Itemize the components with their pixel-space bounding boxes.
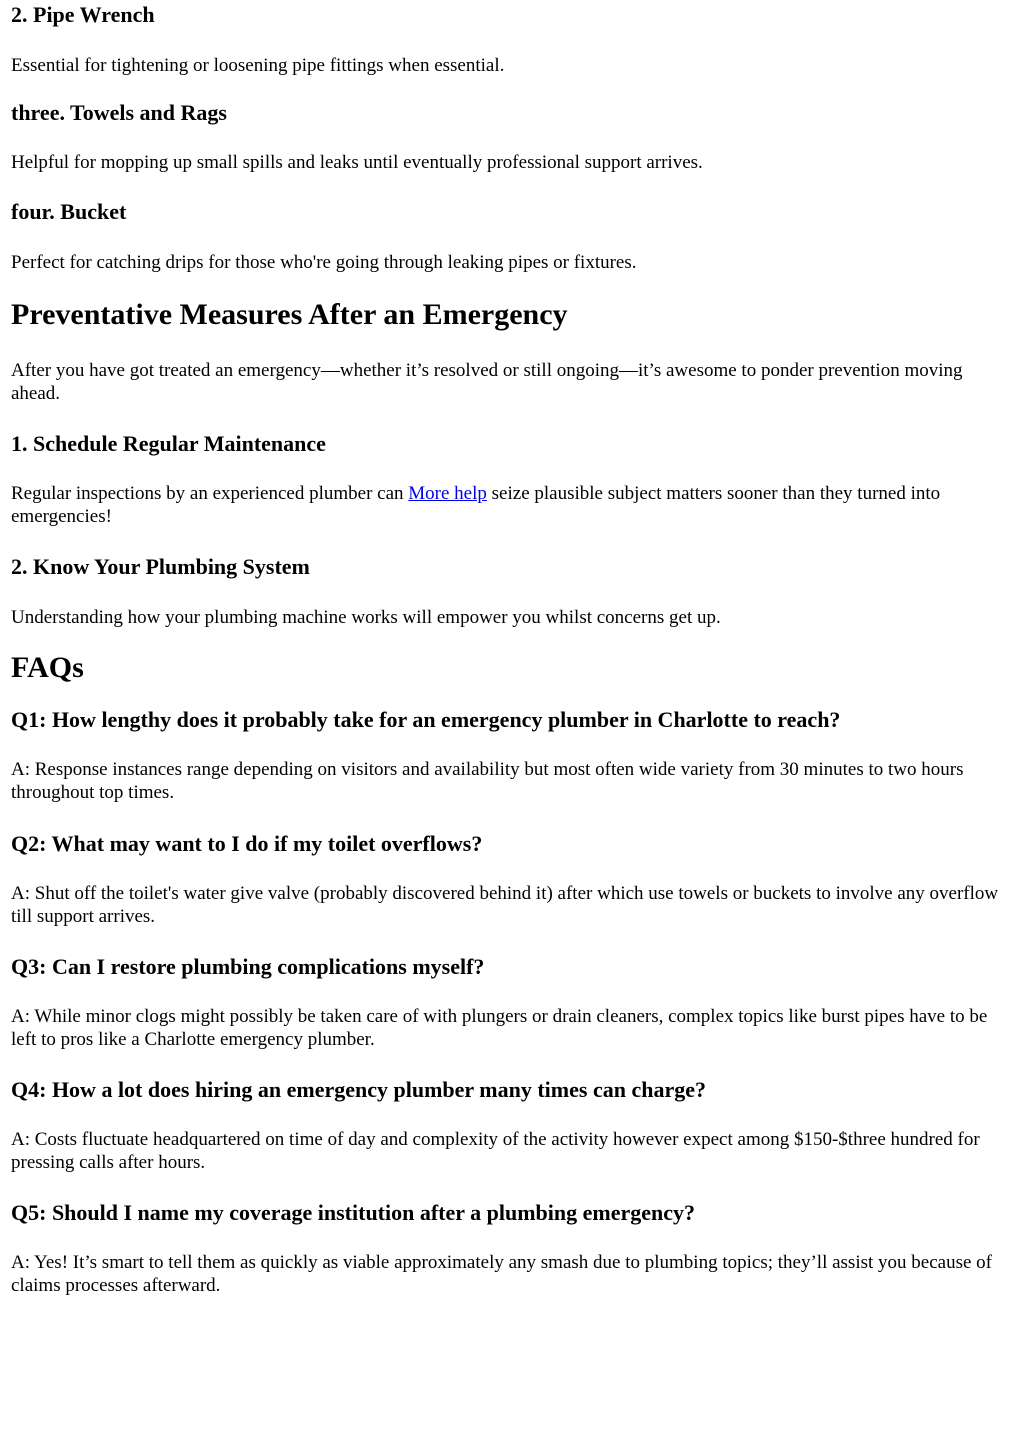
- faq-question: Q4: How a lot does hiring an emergency plumber many times can charge?: [11, 1077, 706, 1102]
- faq-item: [11, 1200, 1013, 1297]
- faq-question: Q5: Should I name my coverage institution after a plumbing emergency?: [11, 1200, 696, 1225]
- faq-item: [11, 954, 1013, 1051]
- faq-answer: A: Response instances range depending on visitors and availability but most often wide variety from 30 minutes to two hours throughout top times.: [11, 759, 964, 803]
- section-heading-know-system: 2. Know Your Plumbing System: [11, 554, 310, 579]
- faq-question: Q3: Can I restore plumbing complications myself?: [11, 954, 485, 979]
- faq-list: [11, 707, 1013, 1297]
- maintenance-text-after: seize plausible subject matters sooner than they turned into emergencies!: [11, 483, 941, 527]
- faq-answer: A: Costs fluctuate headquartered on time of day and complexity of the activity however expect among $150-$three hundred for pressing calls after hours.: [11, 1129, 980, 1173]
- section-text-preventative: After you have got treated an emergency—whether it’s resolved or still ongoing—it’s awesome to ponder prevention moving ahead.: [11, 360, 963, 404]
- faq-answer: A: While minor clogs might possibly be taken care of with plungers or drain cleaners, complex topics like burst pipes have to be left to pros like a Charlotte emergency plumber.: [11, 1006, 988, 1050]
- faq-item: [11, 707, 1013, 804]
- section-text-maintenance: [11, 482, 1013, 528]
- section-text-pipe-wrench: Essential for tightening or loosening pipe fittings when essential.: [11, 55, 505, 76]
- more-help-link[interactable]: More help: [408, 483, 487, 504]
- faq-question: Q2: What may want to I do if my toilet overflows?: [11, 831, 483, 856]
- faq-answer: A: Shut off the toilet's water give valve (probably discovered behind it) after which use towels or buckets to involve any overflow till support arrives.: [11, 883, 999, 927]
- section-text-know-system: Understanding how your plumbing machine works will empower you whilst concerns get up.: [11, 607, 721, 628]
- maintenance-text-before: Regular inspections by an experienced plumber can: [11, 483, 409, 504]
- faq-answer: A: Yes! It’s smart to tell them as quickly as viable approximately any smash due to plumbing topics; they’ll assist you because of claims processes afterward.: [11, 1252, 992, 1296]
- faqs-heading: FAQs: [11, 651, 84, 684]
- section-text-bucket: Perfect for catching drips for those who're going through leaking pipes or fixtures.: [11, 252, 637, 273]
- section-heading-bucket: four. Bucket: [11, 199, 127, 224]
- section-heading-pipe-wrench: 2. Pipe Wrench: [11, 2, 155, 27]
- faq-question: Q1: How lengthy does it probably take for an emergency plumber in Charlotte to reach?: [11, 707, 841, 732]
- faq-item: [11, 831, 1013, 928]
- section-heading-towels: three. Towels and Rags: [11, 100, 227, 125]
- faq-item: [11, 1077, 1013, 1174]
- section-heading-maintenance: 1. Schedule Regular Maintenance: [11, 431, 326, 456]
- article-content: [0, 2, 1024, 1297]
- section-text-towels: Helpful for mopping up small spills and leaks until eventually professional support arrives.: [11, 152, 703, 173]
- section-heading-preventative: Preventative Measures After an Emergency: [11, 298, 568, 331]
